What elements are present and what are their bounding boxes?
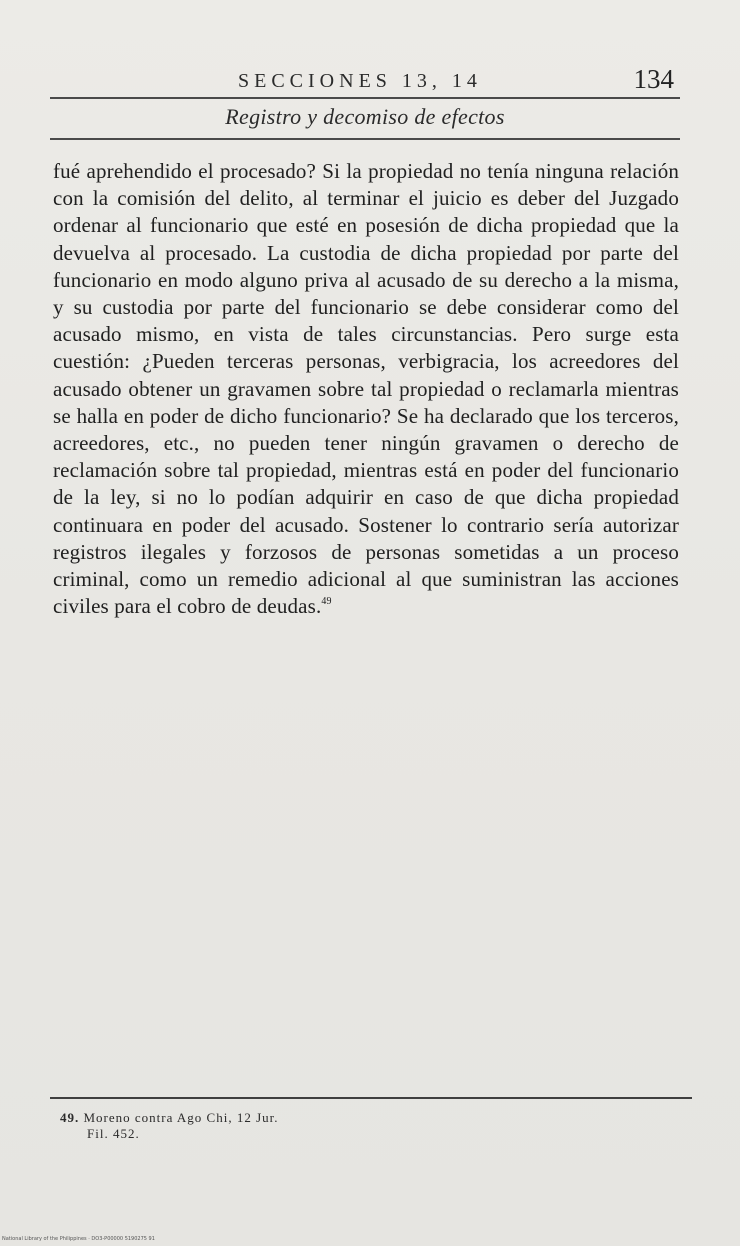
page-number: 134 [633,64,674,94]
footnote-citation-line1: Moreno contra Ago Chi, 12 Jur. [83,1110,279,1125]
header-rule [50,97,680,99]
running-head [50,62,680,102]
body-paragraph [53,158,679,620]
footnote-number: 49. [60,1110,80,1125]
footnote [60,1110,279,1142]
body-paragraph-text: fué aprehendido el procesado? Si la propiedad no tenía ninguna relación con la comisión del delito, al terminar el juicio es deber del Juzgado ordenar al funcionario que esté en posesión de dicha propiedad que la devuelva al procesado. La custodia de dicha propiedad por parte del funcionario en modo alguno priva al acusado de su derecho a la misma, y su custodia por parte del funcionario se debe considerar como del acusado mismo, en vista de tales circunstancias. Pero surge esta cuestión: ¿Pueden terceras personas, verbigracia, los acreedores del acusado obtener un gravamen sobre tal propiedad o reclamarla mientras se halla en poder de dicho funcionario? Se ha declarado que los terceros, acreedores, etc., no pueden tener ningún gravamen o derecho de reclamación sobre tal propiedad, mientras está en poder del funcionario de la ley, si no lo podían adquirir en caso de que dicha propiedad continuara en poder del acusado. Sostener lo contrario sería autorizar registros ilegales y forzosos de personas sometidas a un proceso criminal, como un remedio adicional al que suministran las acciones civiles para el cobro de deudas. [53,159,679,619]
subtitle-rule [50,138,680,140]
footnote-rule [50,1097,692,1099]
section-title: SECCIONES 13, 14 [238,70,482,92]
chapter-subtitle: Registro y decomiso de efectos [225,104,505,129]
library-stamp: National Library of the Philippines · DO3-P00000 5190275 91 [2,1236,155,1242]
footnote-reference[interactable]: 49 [321,596,332,608]
footnote-citation-line2: Fil. 452. [87,1126,140,1141]
